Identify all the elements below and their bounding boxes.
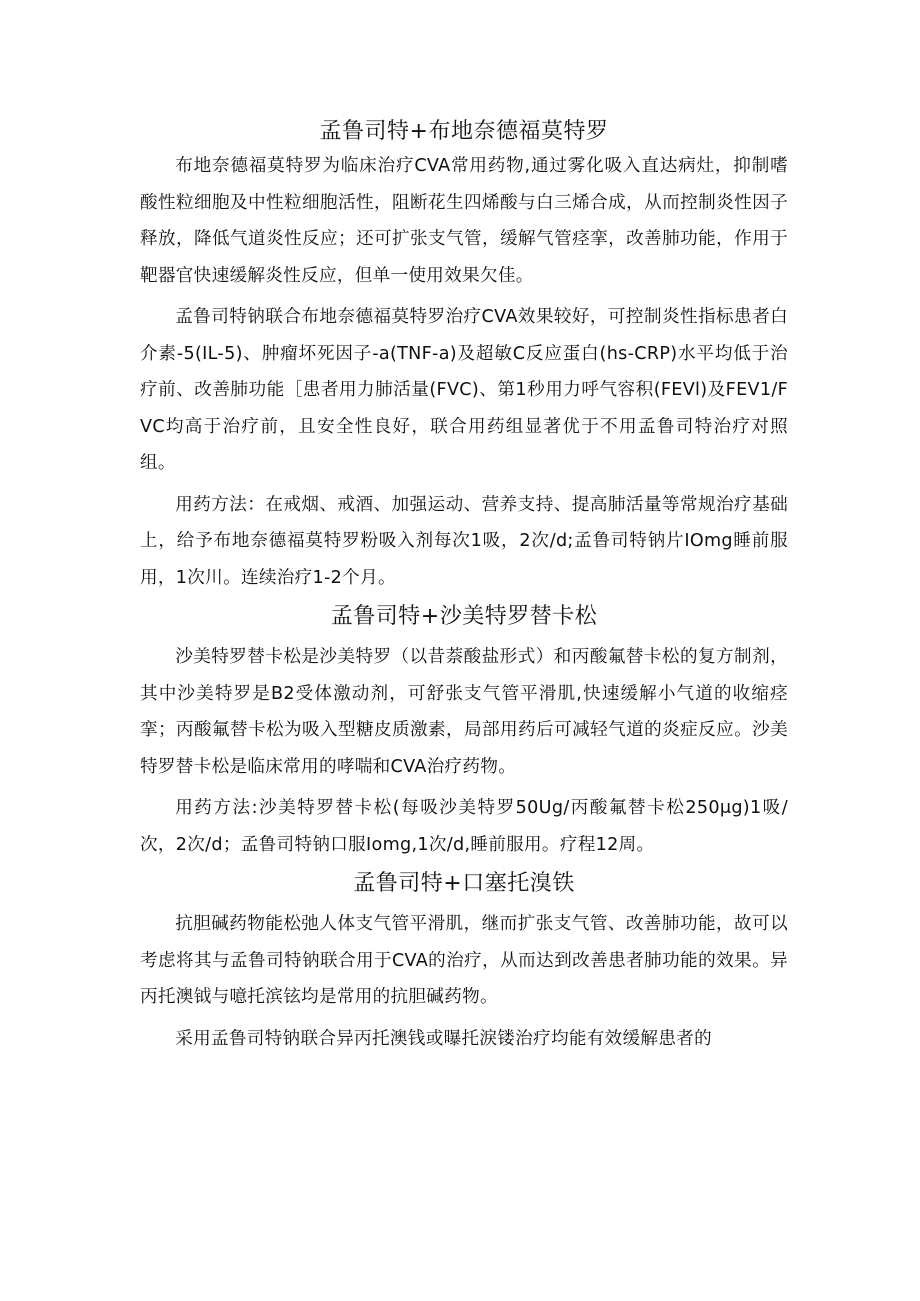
section-title-montelukast-salmeterol-fluticasone: 孟鲁司特+沙美特罗替卡松 — [330, 604, 598, 629]
paragraph: 采用孟鲁司特钠联合异丙托澳钱或曝托淚镂治疗均能有效缓解患者的 — [175, 1028, 713, 1049]
paragraph: 抗胆碱药物能松弛人体支气管平滑肌，继而扩张支气管、改善肺功能，故可以考虑将其与孟鲁司特钠联合用于CVA的治疗，从而达到改善患者肺功能的效果。异丙托澳钺与噫托滨铉均是常用的抗胆碱药物。 — [140, 914, 788, 1007]
section-title-montelukast-budesonide-formoterol: 孟鲁司特+布地奈德福莫特罗 — [319, 119, 609, 144]
section-title-montelukast-tiotropium: 孟鲁司特+口塞托溴铁 — [353, 871, 575, 896]
paragraph: 沙美特罗替卡松是沙美特罗（以昔萘酸盐形式）和丙酸氟替卡松的复方制剂，其中沙美特罗是B2受体激动剂，可舒张支气管平滑肌,快速缓解小气道的收缩痉挛；丙酸氟替卡松为吸入型糖皮质激素，局部用药后可减轻气道的炎症反应。沙美特罗替卡松是临床常用的哮喘和CVA治疗药物。 — [140, 647, 788, 777]
paragraph: 用药方法:沙美特罗替卡松(每吸沙美特罗50Ug/丙酸氟替卡松250μg)1吸/次，2次/d；孟鲁司特钠口服Iomg,1次/d,睡前服用。疗程12周。 — [140, 798, 788, 855]
paragraph: 用药方法：在戒烟、戒酒、加强运动、营养支持、提高肺活量等常规治疗基础上，给予布地奈德福莫特罗粉吸入剂每次1吸，2次/d;孟鲁司特钠片IOmg睡前服用，1次川。连续治疗1-2个月。 — [140, 494, 788, 588]
paragraph: 孟鲁司特钠联合布地奈德福莫特罗治疗CVA效果较好，可控制炎性指标患者白介素-5(IL-5)、肿瘤坏死因子-a(TNF-a)及超敏C反应蛋白(hs-CRP)水平均低于治疗前、改善肺功能［患者用力肺活量(FVC)、第1秒用力呼气容积(FEVl)及FEV1/FVC均高于治疗前，且安全性良好，联合用药组显著优于不用孟鲁司特治疗对照组。 — [140, 307, 788, 473]
document-page — [140, 116, 788, 1062]
paragraph: 布地奈德福莫特罗为临床治疗CVA常用药物,通过雾化吸入直达病灶，抑制嗜酸性粒细胞及中性粒细胞活性，阻断花生四烯酸与白三烯合成，从而控制炎性因子释放，降低气道炎性反应；还可扩张支气管，缓解气管痉挛，改善肺功能，作用于靶器官快速缓解炎性反应，但单一使用效果欠佳。 — [140, 156, 788, 286]
